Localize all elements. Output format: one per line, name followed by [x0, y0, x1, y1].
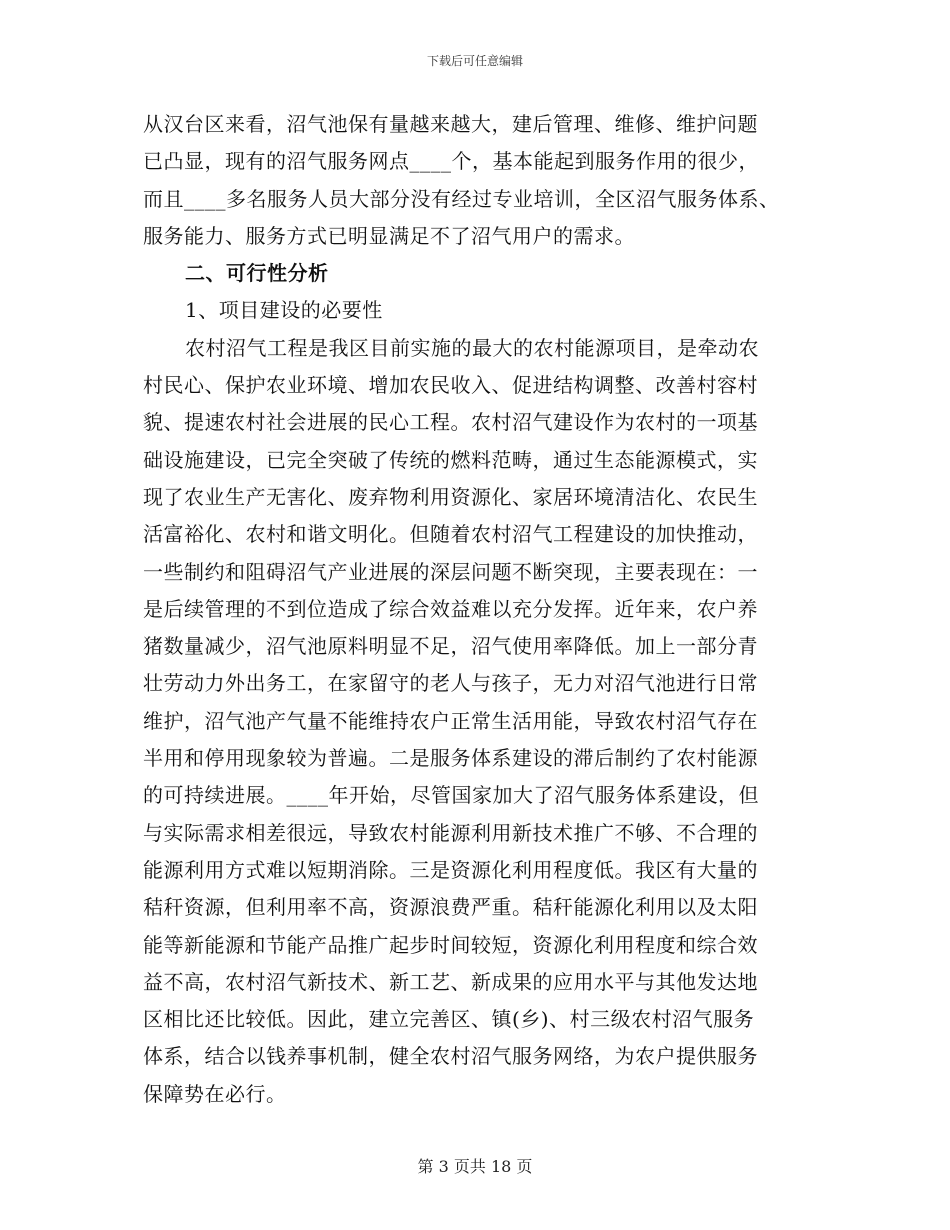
text-line: 1、项目建设的必要性 [185, 298, 383, 323]
text-line: 础设施建设，已完全突破了传统的燃料范畴，通过生态能源模式，实 [143, 447, 758, 472]
text-line: 益不高，农村沼气新技术、新工艺、新成果的应用水平与其他发达地 [143, 969, 758, 994]
text-line: 半用和停用现象较为普遍。二是服务体系建设的滞后制约了农村能源 [143, 746, 758, 771]
text-line: 是后续管理的不到位造成了综合效益难以充分发挥。近年来，农户养 [143, 596, 758, 621]
text-line: 体系，结合以钱养事机制，健全农村沼气服务网络，为农户提供服务 [143, 1044, 758, 1069]
text-line: 服务能力、服务方式已明显满足不了沼气用户的需求。 [143, 223, 635, 248]
text-line: 已凸显，现有的沼气服务网点____个，基本能起到服务作用的很少， [143, 149, 759, 174]
text-line: 能等新能源和节能产品推广起步时间较短，资源化利用程度和综合效 [143, 932, 758, 957]
section-heading: 二、可行性分析 [185, 261, 329, 286]
page-header-note: 下载后可任意编辑 [426, 54, 523, 68]
text-line: 与实际需求相差很远，导致农村能源利用新技术推广不够、不合理的 [143, 820, 758, 845]
text-line: 农村沼气工程是我区目前实施的最大的农村能源项目，是牵动农 [185, 335, 759, 360]
text-line: 从汉台区来看，沼气池保有量越来越大，建后管理、维修、维护问题 [143, 112, 758, 136]
text-line: 貌、提速农村社会进展的民心工程。农村沼气建设作为农村的一项基 [143, 410, 758, 435]
text-line: 一些制约和阻碍沼气产业进展的深层问题不断突现，主要表现在：一 [143, 559, 758, 584]
text-line: 秸秆资源，但利用率不高，资源浪费严重。秸秆能源化利用以及太阳 [143, 895, 758, 920]
text-line: 维护，沼气池产气量不能维持农户正常生活用能，导致农村沼气存在 [143, 708, 758, 733]
document-body [143, 106, 813, 1113]
text-line: 区相比还比较低。因此，建立完善区、镇(乡)、村三级农村沼气服务 [143, 1007, 755, 1032]
text-line: 猪数量减少，沼气池原料明显不足，沼气使用率降低。加上一部分青 [143, 634, 758, 659]
text-line: 的可持续进展。____年开始，尽管国家加大了沼气服务体系建设，但 [143, 783, 759, 808]
text-line: 壮劳动力外出务工，在家留守的老人与孩子，无力对沼气池进行日常 [143, 671, 758, 696]
text-line: 而且____多名服务人员大部分没有经过专业培训，全区沼气服务体系、 [143, 186, 780, 211]
text-line: 现了农业生产无害化、废弃物利用资源化、家居环境清洁化、农民生 [143, 484, 758, 509]
text-line: 能源利用方式难以短期消除。三是资源化利用程度低。我区有大量的 [143, 857, 758, 882]
text-line: 保障势在必行。 [143, 1081, 287, 1106]
text-line: 活富裕化、农村和谐文明化。但随着农村沼气工程建设的加快推动， [143, 522, 758, 547]
page-footer: 第 3 页共 18 页 [417, 1157, 533, 1176]
text-line: 村民心、保护农业环境、增加农民收入、促进结构调整、改善村容村 [143, 373, 758, 398]
